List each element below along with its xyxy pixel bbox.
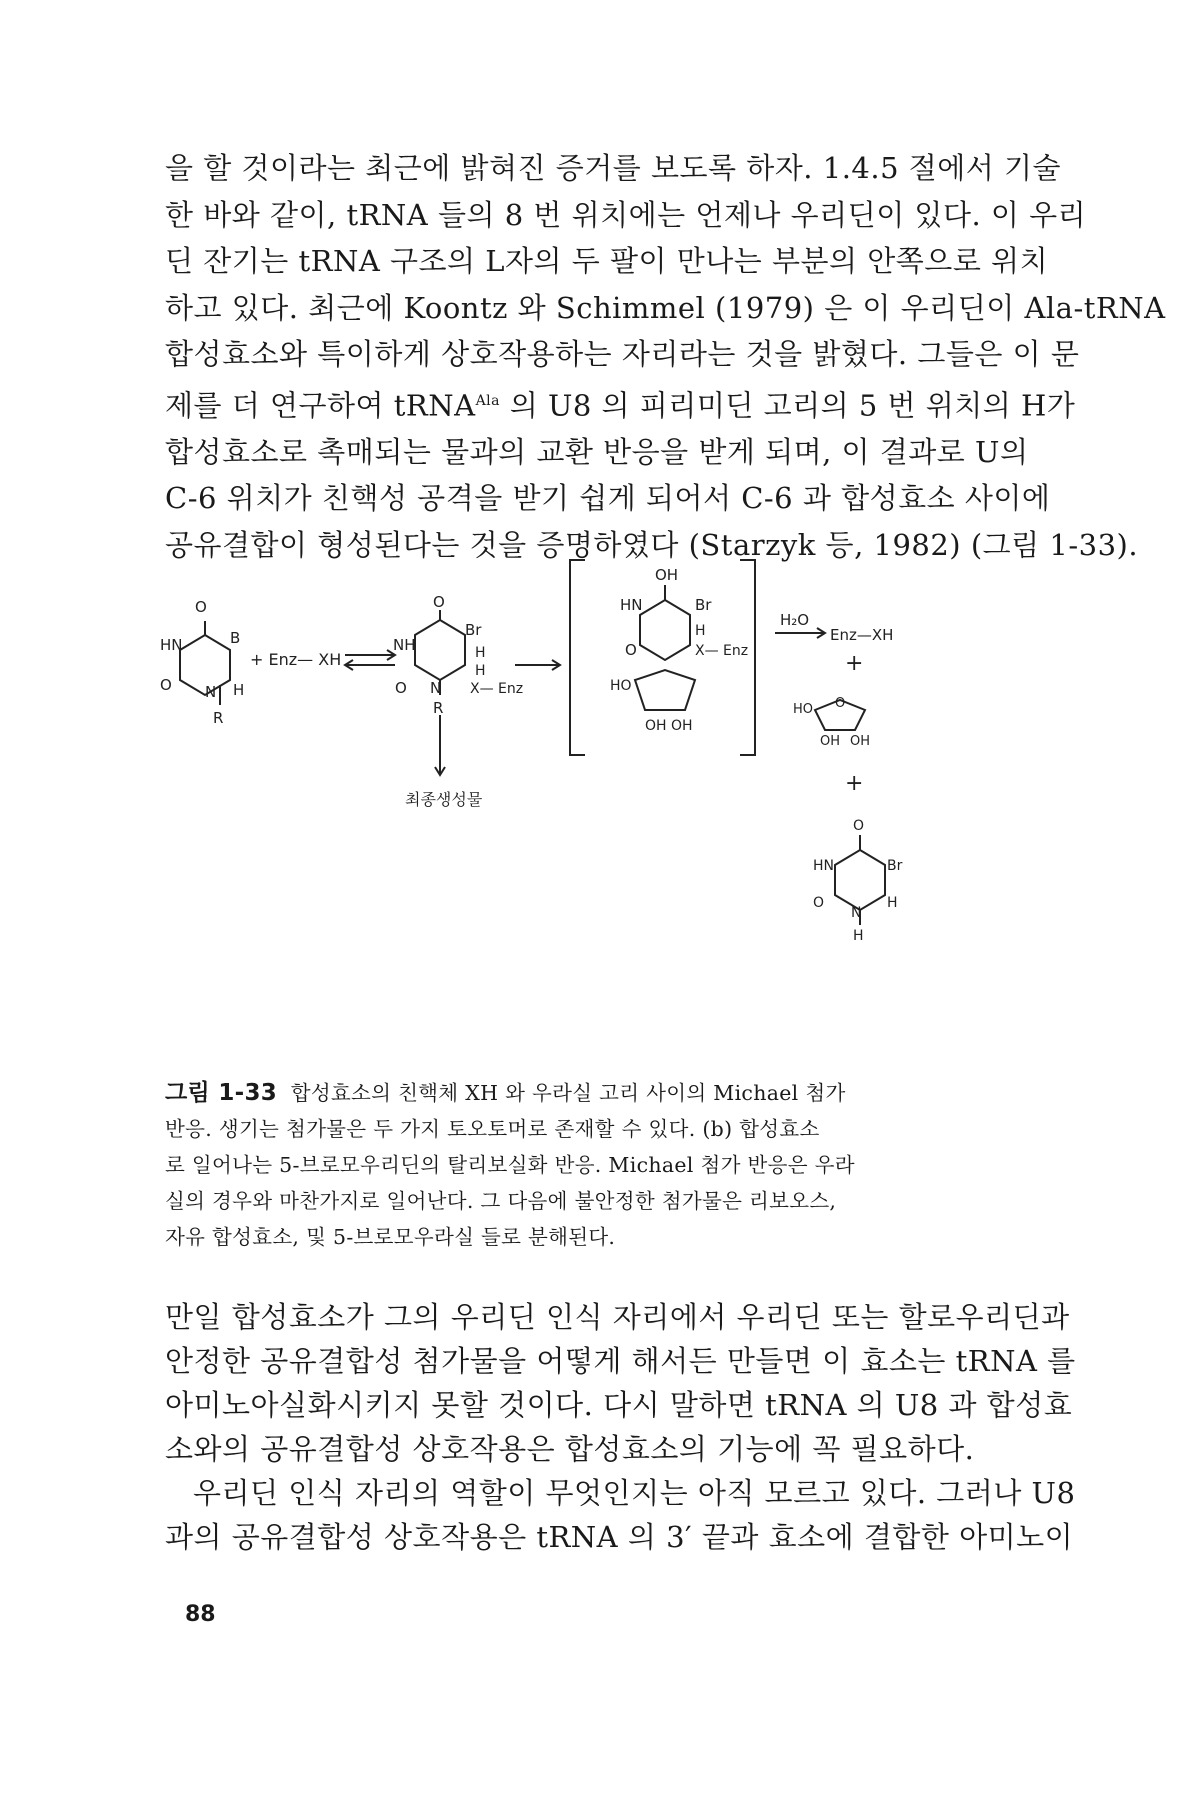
atom-label: O <box>160 676 172 694</box>
atom-label: OH <box>820 734 841 749</box>
atom-label: Br <box>887 858 903 874</box>
text-line: 만일 합성효소가 그의 우리딘 인식 자리에서 우리딘 또는 할로우리딘과 <box>165 1300 1070 1334</box>
atom-label: X— Enz <box>695 643 749 659</box>
caption-line <box>165 1075 1035 1111</box>
atom-label: Br <box>465 621 482 639</box>
reaction-scheme-diagram <box>160 566 1045 1045</box>
atom-label: HN <box>160 636 183 654</box>
text-line: 합성효소로 촉매되는 물과의 교환 반응을 받게 되며, 이 결과로 U의 <box>165 434 1029 469</box>
atom-label: N <box>430 679 442 697</box>
text-line: 딘 잔기는 tRNA 구조의 L자의 두 팔이 만나는 부분의 안쪽으로 위치 <box>165 244 1049 278</box>
atom-label: OH <box>850 734 871 749</box>
atom-label: R <box>433 699 444 717</box>
atom-label: B <box>230 629 241 647</box>
text-line: 하고 있다. 최근에 Koontz 와 Schimmel (1979) 은 이 우리딘이 Ala-tRNA <box>165 290 1166 325</box>
atom-label: O <box>195 598 207 616</box>
text-line-part: 의 U8 의 피리미딘 고리의 5 번 위치의 H가 <box>500 388 1076 423</box>
atom-label: HN <box>813 858 834 874</box>
atom-label: N <box>851 905 862 921</box>
figure-caption <box>165 1075 1035 1255</box>
plus-sign: + <box>845 651 864 676</box>
enzyme-product-label: Enz—XH <box>830 626 894 644</box>
text-line: 을 할 것이라는 최근에 밝혀진 증거를 보도록 하자. 1.4.5 절에서 기술 <box>165 151 1062 185</box>
text-line: 한 바와 같이, tRNA 들의 8 번 위치에는 언제나 우리딘이 있다. 이 우리 <box>165 197 1087 232</box>
atom-label: OH <box>655 566 679 584</box>
page-number: 88 <box>185 1602 216 1627</box>
text-line: C-6 위치가 친핵성 공격을 받기 쉽게 되어서 C-6 과 합성효소 사이에 <box>165 481 1051 516</box>
text-line: 과의 공유결합성 상호작용은 tRNA 의 3′ 끝과 효소에 결합한 아미노이 <box>165 1520 1074 1554</box>
atom-label: H <box>475 663 486 679</box>
atom-label: H <box>695 623 706 639</box>
atom-label: N <box>205 683 217 701</box>
enzyme-reagent-label: + Enz— XH <box>250 650 342 669</box>
atom-label: R <box>213 709 224 727</box>
water-label: H₂O <box>780 611 810 629</box>
atom-label: H <box>853 928 864 944</box>
text-line-part: 제를 더 연구하여 tRNA <box>165 388 476 423</box>
atom-label: HN <box>620 596 643 614</box>
atom-label: O <box>835 696 846 711</box>
atom-label: OH OH <box>645 718 693 734</box>
figure-label: 그림 1-33 <box>165 1080 278 1106</box>
atom-label: H <box>475 645 486 661</box>
caption-line: 자유 합성효소, 및 5-브로모우라실 들로 분해된다. <box>165 1225 616 1249</box>
text-line: 합성효소와 특이하게 상호작용하는 자리라는 것을 밝혔다. 그들은 이 문 <box>165 337 1080 371</box>
paragraph-conclusion <box>165 1295 1076 1559</box>
final-product-label: 최종생성물 <box>405 790 483 809</box>
atom-label: H <box>887 895 898 911</box>
atom-label: NH <box>393 636 416 654</box>
paragraph-intro <box>165 145 1166 568</box>
caption-text: 합성효소의 친핵체 XH 와 우라실 고리 사이의 Michael 첨가 <box>290 1081 846 1105</box>
text-line: 안정한 공유결합성 첨가물을 어떻게 해서든 만들면 이 효소는 tRNA 를 <box>165 1344 1076 1378</box>
caption-line: 실의 경우와 마찬가지로 일어난다. 그 다음에 불안정한 첨가물은 리보오스, <box>165 1189 837 1213</box>
text-line: 공유결합이 형성된다는 것을 증명하였다 (Starzyk 등, 1982) (그림 1-33). <box>165 527 1139 562</box>
atom-label: HO <box>793 702 814 717</box>
superscript-ala: Ala <box>475 392 500 409</box>
atom-label: O <box>395 679 407 697</box>
caption-line: 로 일어나는 5-브로모우리딘의 탈리보실화 반응. Michael 첨가 반응은 우라 <box>165 1153 855 1177</box>
text-line: 소와의 공유결합성 상호작용은 합성효소의 기능에 꼭 필요하다. <box>165 1432 975 1466</box>
atom-label: O <box>853 818 865 834</box>
plus-sign: + <box>845 771 864 796</box>
atom-label: Br <box>695 596 712 614</box>
text-line-with-superscript <box>165 378 1076 429</box>
atom-label: X— Enz <box>470 681 524 697</box>
text-line: 우리딘 인식 자리의 역할이 무엇인지는 아직 모르고 있다. 그러나 U8 <box>193 1476 1076 1510</box>
atom-label: O <box>625 641 637 659</box>
text-line: 아미노아실화시키지 못할 것이다. 다시 말하면 tRNA 의 U8 과 합성효 <box>165 1388 1073 1422</box>
caption-line: 반응. 생기는 첨가물은 두 가지 토오토머로 존재할 수 있다. (b) 합성효소 <box>165 1117 820 1141</box>
atom-label: HO <box>610 678 632 694</box>
atom-label: O <box>813 895 825 911</box>
reaction-scheme-figure <box>160 566 1045 1045</box>
atom-label: O <box>433 593 445 611</box>
atom-label: H <box>233 681 245 699</box>
